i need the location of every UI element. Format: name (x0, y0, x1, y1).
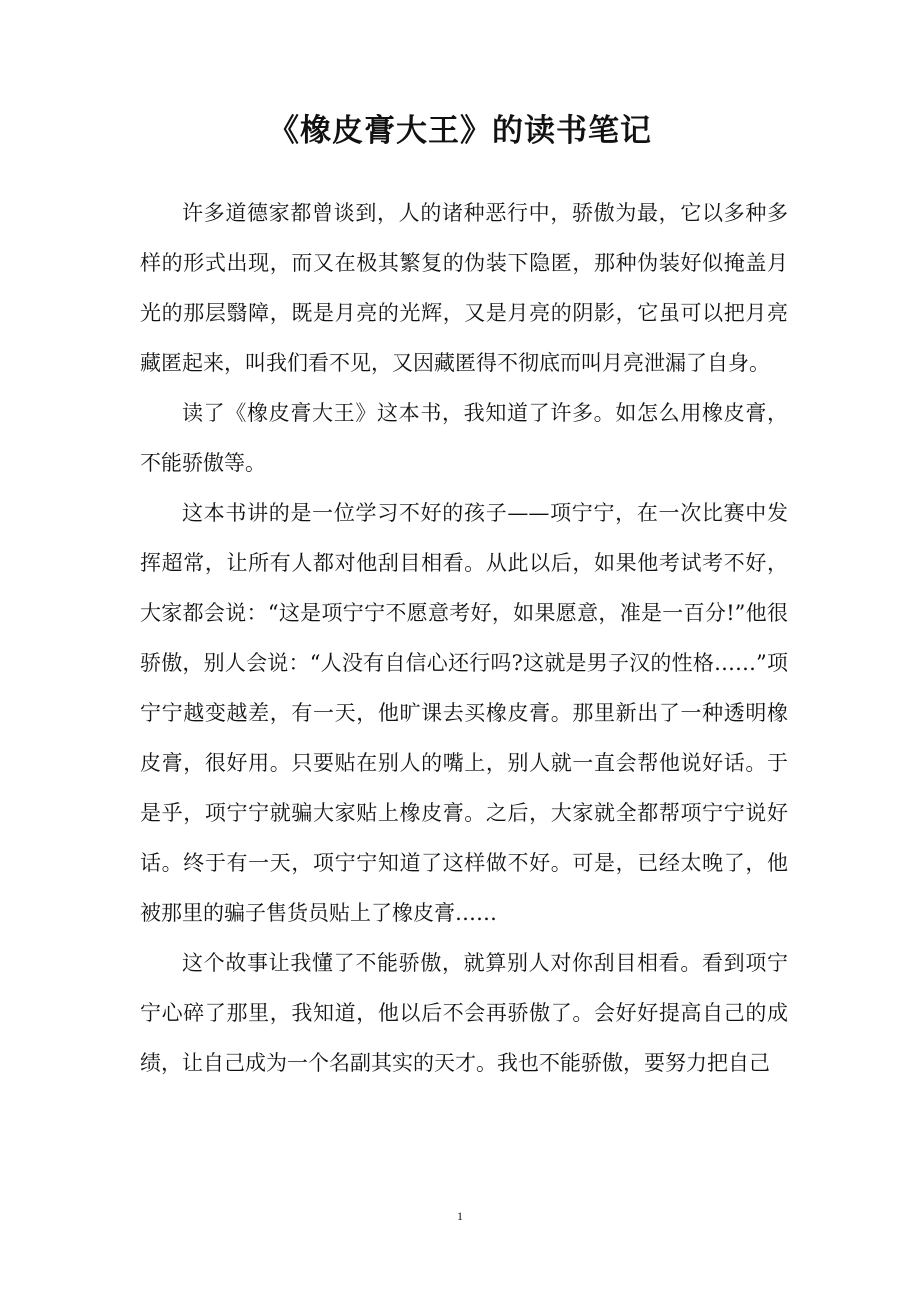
document-title: 《橡皮膏大王》的读书笔记 (268, 113, 652, 149)
paragraph-3: 这本书讲的是一位学习不好的孩子——项宁宁，在一次比赛中发挥超常，让所有人都对他刮目相看。从此以后，如果他考试考不好，大家都会说：“这是项宁宁不愿意考好，如果愿意，准是一百分!”他很骄傲，别人会说：“人没有自信心还行吗?这就是男子汉的性格……”项宁宁越变越差，有一天，他旷课去买橡皮膏。那里新出了一种透明橡皮膏，很好用。只要贴在别人的嘴上，别人就一直会帮他说好话。于是乎，项宁宁就骗大家贴上橡皮膏。之后，大家就全都帮项宁宁说好话。终于有一天，项宁宁知道了这样做不好。可是，已经太晚了，他被那里的骗子售货员贴上了橡皮膏…… (140, 501, 788, 925)
document-body (140, 188, 788, 1088)
paragraph-1: 许多道德家都曾谈到，人的诸种恶行中，骄傲为最，它以多种多样的形式出现，而又在极其繁复的伪装下隐匿，那种伪装好似掩盖月光的那层翳障，既是月亮的光辉，又是月亮的阴影，它虽可以把月亮藏匿起来，叫我们看不见，又因藏匿得不彻底而叫月亮泄漏了自身。 (140, 201, 788, 375)
paragraph-2: 读了《橡皮膏大王》这本书，我知道了许多。如怎么用橡皮膏，不能骄傲等。 (140, 401, 788, 475)
page-number: 1 (457, 1209, 463, 1223)
paragraph-4: 这个故事让我懂了不能骄傲，就算别人对你刮目相看。看到项宁宁心碎了那里，我知道，他以后不会再骄傲了。会好好提高自己的成绩，让自己成为一个名副其实的天才。我也不能骄傲，要努力把自己 (140, 951, 788, 1075)
